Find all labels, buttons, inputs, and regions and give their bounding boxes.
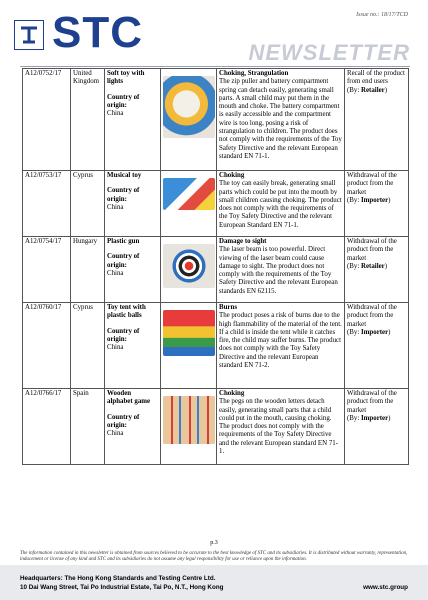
measure-actor: (By: Importer) [347,196,391,204]
product-cell [105,171,161,237]
measure-actor: (By: Retailer) [347,86,388,94]
danger-title: Choking, Strangulation [219,70,289,77]
newsletter-title: NEWSLETTER [248,40,410,65]
reference-cell: A12/0752/17 [23,69,71,171]
danger-title: Burns [219,304,238,311]
product-name: Wooden alphabet game [107,390,151,406]
photo-cell [161,237,217,303]
measure-text: Recall of the product from end users [347,70,405,86]
danger-title: Choking [219,390,245,397]
product-name: Toy tent with plastic balls [107,304,146,320]
measure-cell [345,303,409,389]
page-number: p.3 [210,540,218,546]
country-cell: Spain [71,389,105,465]
header-divider [20,66,410,67]
danger-description: The laser beam is too powerful. Direct viewing of the laser beam could cause damage to sight. The product does not comply with the requirements of the Toy Safety Directive and the relevant European standards EN 62115. [219,246,338,295]
danger-cell [217,237,345,303]
photo-cell [161,69,217,171]
danger-cell [217,389,345,465]
table-row [23,171,409,237]
photo-cell [161,171,217,237]
measure-text: Withdrawal of the product from the market [347,238,397,262]
product-cell [105,69,161,171]
stc-logo-icon [14,20,44,50]
photo-cell [161,303,217,389]
product-photo [163,76,215,138]
table-row [23,237,409,303]
danger-cell [217,69,345,171]
country-cell: Cyprus [71,171,105,237]
measure-actor: (By: Importer) [347,328,391,336]
product-cell [105,237,161,303]
table-row [23,389,409,465]
table-row [23,303,409,389]
table-row [23,69,409,171]
danger-description: The zip puller and battery compartment spring can detach easily, generating small parts. A small child may put them in the mouth and choke. The battery compartment is easily accessible and the compartment wire is too long, posing a risk of strangulation to children. The product does not comply with the requirements of the Toy Safety Directive and the relevant European standard EN 71-1. [219,78,342,160]
photo-cell [161,389,217,465]
footer-headquarters: Headquarters: The Hong Kong Standards and Testing Centre Ltd. [20,575,216,582]
product-name: Plastic gun [107,238,140,245]
danger-description: The toy can easily break, generating small parts which could be put into the mouth by small children causing choking. The product does not comply with the requirements of the Toy Safety Directive and the relevant European Standard EN 71-1. [219,180,342,229]
danger-title: Choking [219,172,245,179]
origin-value: China [107,269,124,277]
measure-cell [345,389,409,465]
origin-value: China [107,344,124,352]
origin-label: Country of origin: [107,253,140,269]
country-cell: United Kingdom [71,69,105,171]
product-photo [163,396,215,444]
measure-cell [345,69,409,171]
brand-name: STC [52,8,143,57]
danger-description: The pegs on the wooden letters detach easily, generating small parts that a child could put in the mouth, causing choking. The product does not comply with the requirements of the Toy Safety Directive and the relevant European standard EN 71-1. [219,398,339,456]
measure-actor: (By: Retailer) [347,262,388,270]
reference-cell: A12/0760/17 [23,303,71,389]
origin-label: Country of origin: [107,187,140,203]
country-cell: Cyprus [71,303,105,389]
footer-website-link[interactable]: www.stc.group [363,584,408,591]
product-name: Soft toy with lights [107,70,145,86]
measure-text: Withdrawal of the product from the market [347,390,397,414]
measure-text: Withdrawal of the product from the market [347,304,397,328]
danger-title: Damage to sight [219,238,267,245]
disclaimer-text: The information contained in this newsletter is obtained from sources believed to be accurate to the best knowledge of STC and its subsidiaries. It is distributed without warranty, representation, inducement or license of any kind and STC and its subsidiaries do not assume any legal responsibility for use or reliance upon the information. [20,551,408,562]
measure-cell [345,237,409,303]
danger-cell [217,171,345,237]
danger-cell [217,303,345,389]
issue-number: Issue no.: 18/17/TCD [356,12,408,18]
country-cell: Hungary [71,237,105,303]
page-header [0,0,428,66]
danger-description: The product poses a risk of burns due to the high flammability of the material of the tent. If a child is inside the tent while it catches fire, the child may suffer burns. The product does not comply with the Toy Safety Directive and the relevant European standard EN 71-2. [219,312,342,370]
reference-cell: A12/0754/17 [23,237,71,303]
reference-cell: A12/0766/17 [23,389,71,465]
product-cell [105,303,161,389]
origin-value: China [107,203,124,211]
origin-value: China [107,430,124,438]
origin-value: China [107,110,124,118]
measure-cell [345,171,409,237]
reference-cell: A12/0753/17 [23,171,71,237]
product-name: Musical toy [107,172,142,179]
product-photo [163,244,215,288]
origin-label: Country of origin: [107,327,140,343]
measure-actor: (By: Importer) [347,414,391,422]
origin-label: Country of origin: [107,93,140,109]
measure-text: Withdrawal of the product from the market [347,172,397,196]
origin-label: Country of origin: [107,413,140,429]
product-photo [163,310,215,356]
recall-table [22,68,409,465]
product-cell [105,389,161,465]
product-photo [163,178,215,210]
page-footer [0,565,428,600]
footer-address: 10 Dai Wang Street, Tai Po Industrial Estate, Tai Po, N.T., Hong Kong [20,584,224,591]
